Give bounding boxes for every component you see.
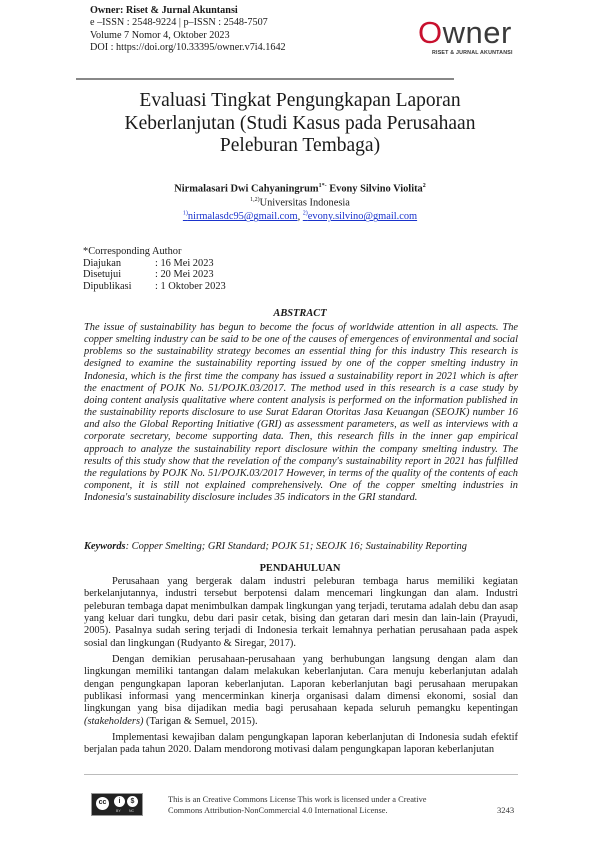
journal-title: Owner: Riset & Jurnal Akuntansi: [90, 5, 238, 16]
corresponding-author-note: *Corresponding Author: [83, 246, 182, 257]
by-label: BY: [116, 809, 121, 813]
author-names: [60, 181, 540, 195]
logo-rest: wner: [442, 15, 512, 50]
email-2: evony.silvino@gmail.com: [307, 211, 418, 223]
section-body: [84, 576, 518, 757]
date-row: [83, 269, 226, 281]
journal-logo: [418, 15, 538, 56]
emails: [60, 209, 540, 223]
email-2-sup: 2): [302, 210, 308, 217]
email-1-link[interactable]: [183, 211, 298, 222]
paragraph: Implementasi kewajiban dalam pengungkapan laporan keberlanjutan di Indonesia sudah efektif berjalan pada tahun 2020. Dalam mendorong motivasi dalam pengungkapan laporan keberlanjutan: [84, 732, 518, 756]
license-text: [168, 795, 426, 816]
paragraph: [84, 654, 518, 728]
page-number: 3243: [497, 805, 515, 815]
paper-title: [60, 90, 540, 158]
noncommercial-icon: $: [127, 796, 138, 807]
author-2: Evony Silvino Violita: [326, 183, 423, 195]
header-divider: [76, 78, 454, 80]
email-1-sup: 1): [182, 210, 188, 217]
cc-license-badge[interactable]: [91, 793, 143, 816]
keywords: [84, 541, 524, 552]
keywords-label: Keywords: [84, 541, 126, 552]
title-line: Keberlanjutan (Studi Kasus pada Perusahaan: [124, 112, 476, 134]
paragraph-italic: (stakeholders): [84, 715, 144, 727]
title-line: Peleburan Tembaga): [219, 135, 381, 156]
submission-dates: [83, 246, 226, 292]
title-line: Evaluasi Tingkat Pengungkapan Laporan: [139, 90, 461, 111]
section-heading: PENDAHULUAN: [259, 563, 341, 574]
keywords-list: : Copper Smelting; GRI Standard; POJK 51; SEOJK 16; Sustainability Reporting: [125, 541, 467, 552]
paragraph: Perusahaan yang bergerak dalam industri peleburan tembaga harus memiliki kegiatan berkelanjutannya, industri tersebut berpotensi dalam mencemari lingkungan dan alam. Industri peleburan tembaga dapat menimbulkan dampak lingkungan yang terjadi, terutama adalah debu dan asap yang keluar dari tungku, debu dari pasir cetak, bising dan getaran dari mesin dan lain-lain (Prayudi, 2005). Pasalnya sudah sering terjadi di Indonesia terkait lemahnya perhatian perusahaan pada aspek sosial dan lingkungan (Rudyanto & Siregar, 2017).: [84, 576, 518, 649]
abstract-heading: ABSTRACT: [273, 308, 327, 319]
affiliation-sup: 1,2): [250, 196, 260, 203]
logo-subtitle: RISET & JURNAL AKUNTANSI: [432, 50, 513, 56]
issn-line: e –ISSN : 2548-9224 | p–ISSN : 2548-7507: [90, 17, 268, 29]
doi-link[interactable]: DOI : https://doi.org/10.33395/owner.v7i4.1642: [90, 42, 286, 54]
date-label: Dipublikasi: [83, 280, 132, 292]
author-1: Nirmalasari Dwi Cahyaningrum: [174, 183, 319, 195]
date-label: Diajukan: [83, 257, 122, 269]
author-2-sup: 2: [422, 183, 426, 189]
date-value: : 1 Oktober 2023: [155, 280, 226, 292]
date-value: : 16 Mei 2023: [155, 257, 214, 269]
license-line: This is an Creative Commons License This work is licensed under a Creative: [168, 795, 427, 804]
date-label: Disetujui: [83, 269, 122, 281]
license-line: Commons Attribution-NonCommercial 4.0 International License.: [168, 805, 388, 815]
email-separator: ,: [297, 211, 303, 223]
affiliation: [60, 195, 540, 209]
email-1: nirmalasdc95@gmail.com: [187, 211, 298, 223]
cc-icon: cc: [95, 796, 110, 811]
author-block: [60, 181, 540, 223]
footer-divider: [84, 774, 518, 775]
author-1-sup: 1*-: [318, 183, 327, 189]
attribution-icon: i: [114, 796, 125, 807]
volume-line: Volume 7 Nomor 4, Oktober 2023: [90, 29, 230, 41]
nc-label: NC: [129, 809, 135, 813]
affiliation-text: Universitas Indonesia: [259, 197, 350, 209]
logo-wordmark: [418, 15, 538, 50]
date-value: : 20 Mei 2023: [155, 269, 214, 281]
logo-o-letter: O: [418, 15, 443, 50]
paragraph-text: Dengan demikian perusahaan-perusahaan yang berhubungan langsung dengan alam dan lingkungan memiliki tantangan dalam melakukan keberlanjutan. Cara menuju keberlanjutan adalah dengan pengungkapan laporan keberlanjutan. Laporan keberlanjutan bagi perusahaan merupakan publikasi informasi yang mencerminkan kinerja organisasi dalam dimensi ekonomi, sosial dan lingkungan yang bisa dijadikan media bagi perusahaan kepada seluruh pemangku kepentingan: [84, 654, 518, 715]
journal-header: [90, 5, 286, 55]
date-row: [83, 258, 226, 270]
abstract-text: The issue of sustainability has begun to become the focus of worldwide attention in all aspects. The copper smelting industry can be said to be one of the causes of emergences of environmental and social problems so the sustainability strategy becomes an essential thing for this industry This research is designed to examine the sustainability reporting issued by one of the copper smelting industry in Indonesia, which is the first time the company has issued a sustainability report in 2021 which is after the enactment of POJK No. 51/POJK.03/2017. The method used in this research is a case study by doing content analysis qualitative where content analysis is performed on the information published in the sustainability reports disclosure to use Surat Edaran Otoritas Jasa Keuangan (SEOJK) number 16 and also the Global Reporting Initiative (GRI) as assessment parameters, as well as interviews with a corporate secretary, become supporting data. Then, this research fills in the inner gap empirical approach to analyze the sustainability report disclosure within the company smelting industry. The results of this study show that the revelation of the company's sustainability report in 2021 has fulfilled the regulations by POJK No. 51/POJK.03/2017 However, in terms of the quality of the contents of each component, it is still not explained comprehensively. One of the copper smelting industries in Indonesia's sustainability disclosure includes 35 indicators in the GRI standard.: [84, 322, 518, 504]
email-2-link[interactable]: [303, 211, 417, 222]
paragraph-text: (Tarigan & Semuel, 2015).: [143, 715, 258, 727]
date-row: [83, 281, 226, 293]
